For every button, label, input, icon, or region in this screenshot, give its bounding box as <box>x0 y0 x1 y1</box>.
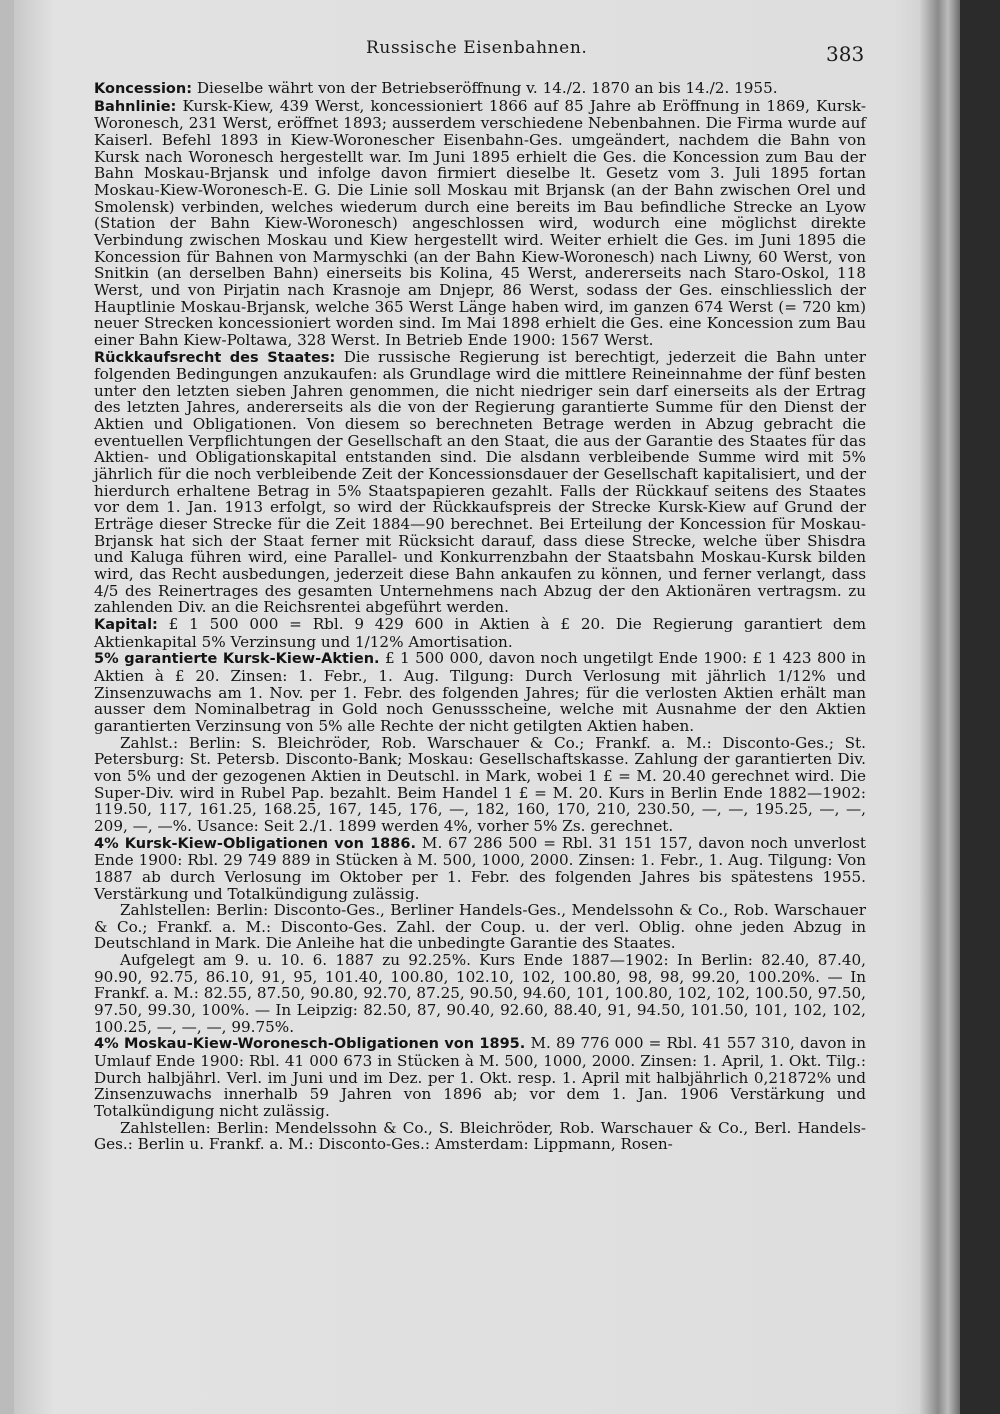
section-koncession <box>94 80 866 98</box>
section-obligationen-1886 <box>94 835 866 903</box>
section-heading: Rückkaufsrecht des Staates: <box>94 349 336 366</box>
section-aktien-zahlstellen <box>94 735 866 835</box>
section-heading: 4% Moskau-Kiew-Woronesch-Obligationen von 1895. <box>94 1036 526 1053</box>
section-obligationen-1886-zahlstellen <box>94 902 866 952</box>
section-text: Zahlstellen: Berlin: Mendelssohn & Co., S. Bleichröder, Rob. Warschauer & Co., Berl. Handels-Ges.: Berlin u. Frankf. a. M.: Disconto-Ges.: Amsterdam: Lippmann, Rosen- <box>94 1118 866 1154</box>
section-aktien <box>94 650 866 734</box>
section-text: £ 1 500 000 = Rbl. 9 429 600 in Aktien à £ 20. Die Regierung garantiert dem Aktienkapital 5% Verzinsung und 1/12% Amortisation. <box>94 615 867 651</box>
section-text: £ 1 500 000, davon noch ungetilgt Ende 1900: £ 1 423 800 in Aktien à £ 20. Zinsen: 1. Febr., 1. Aug. Tilgung: Durch Verlosung mit jährlich 1/12% und Zinsenzuwachs am 1. Nov. per 1. Febr. des folgenden Jahres; für die verlosten Aktien erhält man ausser dem Nominalbetrag in Gold noch Genussscheine, welche mit Ausnahme der den Aktien garantierten Verzinsung von 5% alle Rechte der nicht getilgten Aktien haben. <box>94 649 867 735</box>
page-number: 383 <box>826 42 865 66</box>
book-page <box>14 0 960 1414</box>
section-text: Aufgelegt am 9. u. 10. 6. 1887 zu 92.25%. Kurs Ende 1887—1902: In Berlin: 82.40, 87.40, 90.90, 92.75, 86.10, 91, 95, 101.40, 100.80, 102.10, 102, 100.80, 98, 98, 99.20, 100.20%. — In Frankf. a. M.: 82.55, 87.50, 90.80, 92.70, 87.25, 90.50, 94.60, 101, 100.80, 102, 102, 100.50, 97.50, 97.50, 99.30, 100%. — In Leipzig: 82.50, 87, 90.40, 92.60, 88.40, 91, 94.50, 101.50, 101, 102, 102, 100.25, —, —, —, 99.75%. <box>94 951 866 1036</box>
section-text: Kursk-Kiew, 439 Werst, koncessioniert 1866 auf 85 Jahre ab Eröffnung in 1869, Kursk-Woronesch, 231 Werst, eröffnet 1893; ausserdem verschiedene Nebenbahnen. Die Firma wurde auf Kaiserl. Befehl 1893 in Kiew-Woronescher Eisenbahn-Ges. umgeändert, nachdem die Bahn von Kursk nach Woronesch hergestellt war. Im Juni 1895 erhielt die Ges. die Koncession zum Bau der Bahn Moskau-Brjansk und infolge davon firmiert dieselbe lt. Gesetz vom 3. Juli 1895 fortan Moskau-Kiew-Woronesch-E. G. Die Linie soll Moskau mit Brjansk (an der Bahn zwischen Orel und Smolensk) verbinden, welches wiederum durch eine bereits im Bau befindliche Strecke an Lyow (Station der Bahn Kiew-Woronesch) angeschlossen wird, wodurch eine möglichst direkte Verbindung zwischen Moskau und Kiew hergestellt wird. Weiter erhielt die Ges. im Juni 1895 die Koncession für Bahnen von Marmyschki (an der Bahn Kiew-Woronesch) nach Liwny, 60 Werst, von Snitkin (an derselben Bahn) einerseits bis Kolina, 45 Werst, andererseits nach Staro-Oskol, 118 Werst, und von Pirjatin nach Krasnoje am Dnjepr, 86 Werst, sodass der Ges. einschliesslich der Hauptlinie Moskau-Brjansk, welche 365 Werst Länge haben wird, im ganzen 674 Werst (= 720 km) neuer Strecken koncessioniert worden sind. Im Mai 1898 erhielt die Ges. eine Koncession zum Bau einer Bahn Kiew-Poltawa, 328 Werst. In Betrieb Ende 1900: 1567 Werst. <box>94 96 866 349</box>
section-text: Die russische Regierung ist berechtigt, jederzeit die Bahn unter folgenden Bedingungen anzukaufen: als Grundlage wird die mittlere Reineinnahme der fünf besten unter den letzten sieben Jahren genommen, die nicht niedriger sein darf einerseits als der Ertrag des letzten Jahres, andererseits als die von der Regierung garantierte Summe für den Dienst der Aktien und Obligationen. Von diesem so berechneten Betrage werden in Abzug gebracht die eventuellen Verpflichtungen der Gesellschaft an den Staat, die aus der Garantie des Staates für das Aktien- und Obligationskapital entstanden sind. Die alsdann verbleibende Summe wird mit 5% jährlich für die noch verbleibende Zeit der Koncessionsdauer der Gesellschaft kapitalisiert, und der hierdurch erhaltene Betrag in 5% Staatspapieren gezahlt. Falls der Rückkauf seitens des Staates vor dem 1. Jan. 1913 erfolgt, so wird der Rückkaufspreis der Strecke Kursk-Kiew auf Grund der Erträge dieser Strecke für die Zeit 1884—90 berechnet. Bei Erteilung der Koncession für Moskau-Brjansk hat sich der Staat ferner mit Rücksicht darauf, dass diese Strecke, welche über Shisdra und Kaluga führen wird, eine Parallel- und Konkurrenzbahn der Staatsbahn Moskau-Kursk bilden wird, das Recht ausbedungen, jederzeit diese Bahn ankaufen zu können, und ferner verlangt, dass 4/5 des Reinertrages des gesamten Unternehmens nach Abzug der den Aktionären vertragsm. zu zahlenden Div. an die Reichsrentei abgeführt werden. <box>94 347 866 617</box>
page-edge-left <box>0 0 14 1414</box>
section-kapital <box>94 616 866 650</box>
section-text: M. 67 286 500 = Rbl. 31 151 157, davon noch unverlost Ende 1900: Rbl. 29 749 889 in Stücken à M. 500, 1000, 2000. Zinsen: 1. Febr., 1. Aug. Tilgung: Von 1887 ab durch Verlosung im Oktober per 1. Febr. des folgenden Jahres bis spätestens 1955. Verstärkung und Totalkündigung zulässig. <box>94 833 867 903</box>
section-obligationen-1895 <box>94 1035 866 1119</box>
section-text: M. 89 776 000 = Rbl. 41 557 310, davon in Umlauf Ende 1900: Rbl. 41 000 673 in Stücken à M. 500, 1000, 2000. Zinsen: 1. April, 1. Okt. Tilg.: Durch halbjährl. Verl. im Juni und im Dez. per 1. Okt. resp. 1. April mit halbjährlich 0,21872% und Zinsenzuwachs innerhalb 59 Jahren von 1896 ab; vor dem 1. Jan. 1906 Verstärkung und Totalkündigung nicht zulässig. <box>94 1034 867 1121</box>
section-heading: Bahnlinie: <box>94 98 177 115</box>
page-header <box>14 38 960 68</box>
section-text: Zahlst.: Berlin: S. Bleichröder, Rob. Warschauer & Co.; Frankf. a. M.: Disconto-Ges.; St. Petersburg: St. Petersb. Disconto-Bank; Moskau: Gesellschaftskasse. Zahlung der garantierten Div. von 5% und der gezogenen Aktien in Deutschl. in Mark, wobei 1 £ = M. 20.40 gerechnet wird. Die Super-Div. wird in Rubel Pap. bezahlt. Beim Handel 1 £ = M. 20. Kurs in Berlin Ende 1882—1902: 119.50, 117, 161.25, 168.25, 167, 145, 176, —, 182, 160, 170, 210, 230.50, —, —, 195.25, —, —, 209, —, —%. Usance: Seit 2./1. 1899 werden 4%, vorher 5% Zs. gerechnet. <box>94 733 866 835</box>
section-text: Zahlstellen: Berlin: Disconto-Ges., Berliner Handels-Ges., Mendelssohn & Co., Rob. Warschauer & Co.; Frankf. a. M.: Disconto-Ges. Zahl. der Coup. u. der verl. Oblig. ohne jeden Abzug in Deutschland in Mark. Die Anleihe hat die unbedingte Garantie des Staates. <box>94 901 866 953</box>
section-rueckkaufsrecht <box>94 349 866 617</box>
section-text: Dieselbe währt von der Betriebseröffnung v. 14./2. 1870 an bis 14./2. 1955. <box>196 79 778 97</box>
running-title: Russische Eisenbahnen. <box>366 38 588 58</box>
section-heading: 5% garantierte Kursk-Kiew-Aktien. <box>94 651 380 668</box>
section-obligationen-1886-kurse <box>94 952 866 1035</box>
section-heading: Kapital: <box>94 617 158 633</box>
book-gutter <box>920 0 960 1414</box>
section-heading: Koncession: <box>94 81 193 97</box>
section-heading: 4% Kursk-Kiew-Obligationen von 1886. <box>94 835 416 852</box>
section-bahnlinie <box>94 98 866 349</box>
page-body <box>94 80 866 1153</box>
section-obligationen-1895-zahlstellen <box>94 1120 866 1153</box>
